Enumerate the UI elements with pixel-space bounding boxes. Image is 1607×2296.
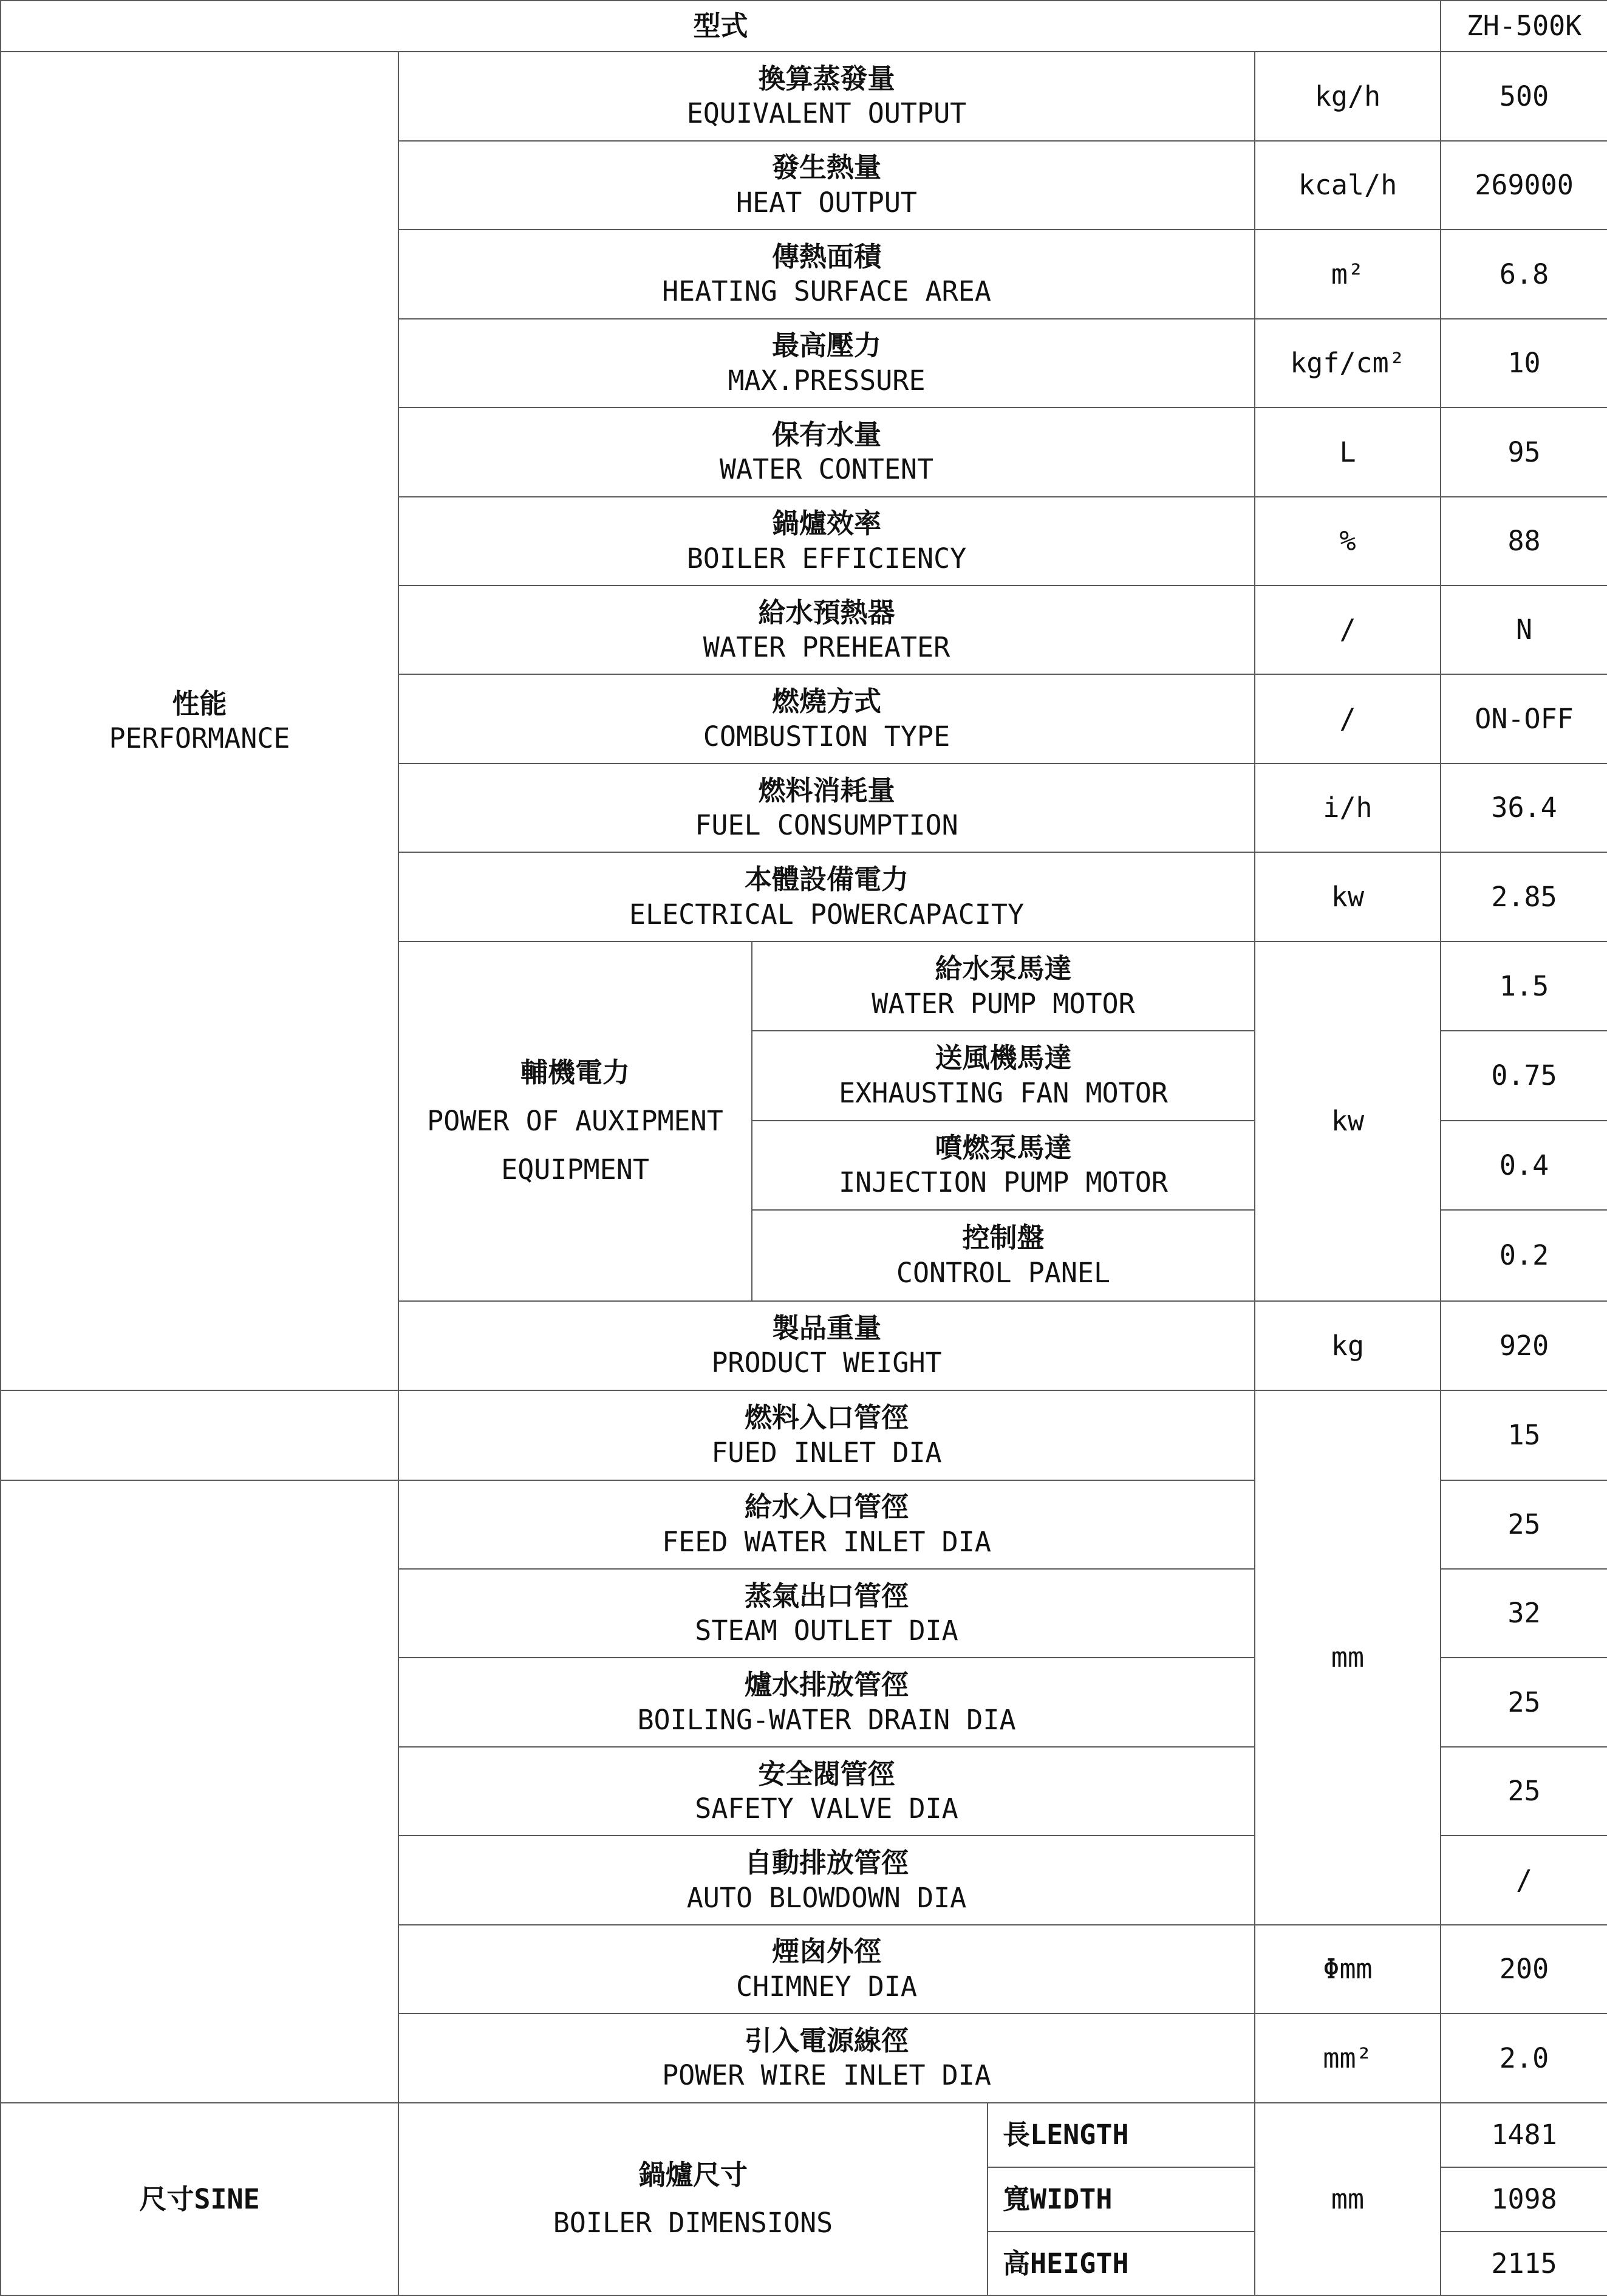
param-name: 蒸氣出口管徑 STEAM OUTLET DIA xyxy=(398,1569,1255,1658)
empty-group-cell xyxy=(1,1480,398,2103)
param-value: 15 xyxy=(1441,1390,1607,1480)
param-name: 爐水排放管徑 BOILING-WATER DRAIN DIA xyxy=(398,1658,1255,1746)
param-name: 鍋爐效率 BOILER EFFICIENCY xyxy=(398,497,1255,586)
table-row xyxy=(1,2103,1607,2167)
header-row xyxy=(1,1,1607,52)
aux-power-label: 輔機電力 POWER OF AUXIPMENT EQUIPMENT xyxy=(398,941,752,1301)
param-value: 269000 xyxy=(1441,141,1607,230)
param-name: 製品重量 PRODUCT WEIGHT xyxy=(398,1301,1255,1390)
dimensions-group-label: 尺寸SINE xyxy=(1,2103,398,2295)
param-name: 引入電源線徑 POWER WIRE INLET DIA xyxy=(398,2014,1255,2102)
performance-group-label: 性能 PERFORMANCE xyxy=(1,52,398,1390)
param-name: 給水入口管徑 FEED WATER INLET DIA xyxy=(398,1480,1255,1569)
param-name: 給水預熱器 WATER PREHEATER xyxy=(398,586,1255,674)
aux-item-value: 0.2 xyxy=(1441,1210,1607,1300)
param-name: 燃料消耗量 FUEL CONSUMPTION xyxy=(398,764,1255,852)
aux-item-name: 控制盤 CONTROL PANEL xyxy=(752,1210,1255,1300)
param-value: 25 xyxy=(1441,1480,1607,1569)
model-value: ZH-500K xyxy=(1441,1,1607,52)
param-value: N xyxy=(1441,586,1607,674)
param-unit: kgf/cm² xyxy=(1255,319,1441,408)
param-name: 安全閥管徑 SAFETY VALVE DIA xyxy=(398,1747,1255,1836)
dimension-label: 高HEIGTH xyxy=(988,2232,1255,2295)
param-value: 920 xyxy=(1441,1301,1607,1390)
param-unit: kg xyxy=(1255,1301,1441,1390)
param-name: 燃燒方式 COMBUSTION TYPE xyxy=(398,674,1255,763)
param-value: 36.4 xyxy=(1441,764,1607,852)
param-value: 25 xyxy=(1441,1747,1607,1836)
param-value: 25 xyxy=(1441,1658,1607,1746)
param-value: 32 xyxy=(1441,1569,1607,1658)
pipe-unit: mm xyxy=(1255,1390,1441,1925)
dimension-value: 1098 xyxy=(1441,2167,1607,2232)
param-unit: kg/h xyxy=(1255,52,1441,140)
param-value: 200 xyxy=(1441,1925,1607,2014)
param-value: 10 xyxy=(1441,319,1607,408)
param-unit: i/h xyxy=(1255,764,1441,852)
table-row xyxy=(1,1390,1607,1480)
param-name: 燃料入口管徑 FUED INLET DIA xyxy=(398,1390,1255,1480)
aux-item-value: 0.4 xyxy=(1441,1121,1607,1210)
param-value: ON-OFF xyxy=(1441,674,1607,763)
param-name: 換算蒸發量 EQUIVALENT OUTPUT xyxy=(398,52,1255,140)
param-name: 煙囪外徑 CHIMNEY DIA xyxy=(398,1925,1255,2014)
param-name: 最高壓力 MAX.PRESSURE xyxy=(398,319,1255,408)
param-unit: kw xyxy=(1255,852,1441,941)
aux-item-name: 送風機馬達 EXHAUSTING FAN MOTOR xyxy=(752,1031,1255,1120)
param-unit: / xyxy=(1255,586,1441,674)
aux-unit: kw xyxy=(1255,941,1441,1301)
param-name: 保有水量 WATER CONTENT xyxy=(398,408,1255,496)
param-unit: Φmm xyxy=(1255,1925,1441,2014)
dimension-value: 2115 xyxy=(1441,2232,1607,2295)
param-value: 6.8 xyxy=(1441,230,1607,318)
empty-group-cell xyxy=(1,1390,398,1480)
dimension-label: 長LENGTH xyxy=(988,2103,1255,2167)
param-value: / xyxy=(1441,1836,1607,1924)
param-unit: mm² xyxy=(1255,2014,1441,2102)
param-value: 88 xyxy=(1441,497,1607,586)
aux-item-value: 0.75 xyxy=(1441,1031,1607,1120)
param-name: 發生熱量 HEAT OUTPUT xyxy=(398,141,1255,230)
param-name: 本體設備電力 ELECTRICAL POWERCAPACITY xyxy=(398,852,1255,941)
param-unit: m² xyxy=(1255,230,1441,318)
param-name: 自動排放管徑 AUTO BLOWDOWN DIA xyxy=(398,1836,1255,1924)
param-unit: kcal/h xyxy=(1255,141,1441,230)
model-label: 型式 xyxy=(1,1,1441,52)
param-unit: L xyxy=(1255,408,1441,496)
param-value: 500 xyxy=(1441,52,1607,140)
aux-item-value: 1.5 xyxy=(1441,941,1607,1031)
param-unit: % xyxy=(1255,497,1441,586)
param-value: 2.0 xyxy=(1441,2014,1607,2102)
param-value: 95 xyxy=(1441,408,1607,496)
param-name: 傳熱面積 HEATING SURFACE AREA xyxy=(398,230,1255,318)
dimensions-unit: mm xyxy=(1255,2103,1441,2295)
dimension-value: 1481 xyxy=(1441,2103,1607,2167)
param-unit: / xyxy=(1255,674,1441,763)
aux-item-name: 給水泵馬達 WATER PUMP MOTOR xyxy=(752,941,1255,1031)
table-row xyxy=(1,52,1607,140)
boiler-dimensions-label: 鍋爐尺寸 BOILER DIMENSIONS xyxy=(398,2103,988,2295)
dimension-label: 寬WIDTH xyxy=(988,2167,1255,2232)
aux-item-name: 噴燃泵馬達 INJECTION PUMP MOTOR xyxy=(752,1121,1255,1210)
param-value: 2.85 xyxy=(1441,852,1607,941)
